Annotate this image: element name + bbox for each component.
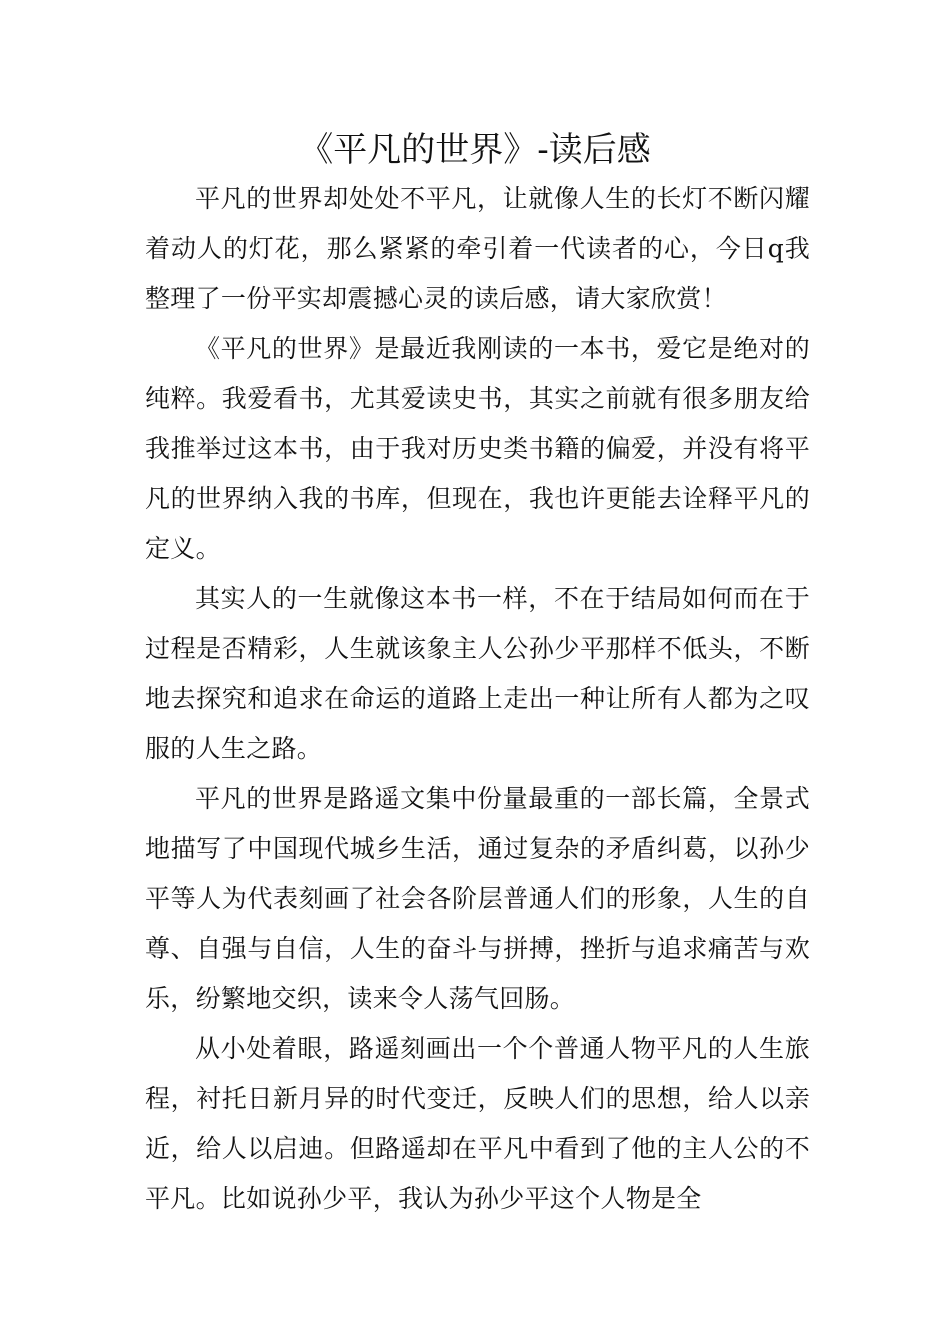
document-title: 《平凡的世界》-读后感	[299, 130, 651, 170]
paragraph: 其实人的一生就像这本书一样，不在于结局如何而在于过程是否精彩，人生就该象主人公孙少平那样不低头，不断地去探究和追求在命运的道路上走出一种让所有人都为之叹服的人生之路。	[145, 584, 810, 763]
paragraph: 从小处着眼，路遥刻画出一个个普通人物平凡的人生旅程，衬托日新月异的时代变迁，反映人们的思想，给人以亲近，给人以启迪。但路遥却在平凡中看到了他的主人公的不平凡。比如说孙少平，我认为孙少平这个人物是全	[145, 1034, 810, 1213]
paragraph: 平凡的世界却处处不平凡，让就像人生的长灯不断闪耀着动人的灯花，那么紧紧的牵引着一代读者的心，今日q我整理了一份平实却震撼心灵的读后感，请大家欣赏！	[145, 184, 810, 313]
paragraph: 《平凡的世界》是最近我刚读的一本书，爱它是绝对的纯粹。我爱看书，尤其爱读史书，其实之前就有很多朋友给我推举过这本书，由于我对历史类书籍的偏爱，并没有将平凡的世界纳入我的书库，但现在，我也许更能去诠释平凡的定义。	[145, 334, 810, 563]
document-body	[145, 174, 810, 1224]
paragraph: 平凡的世界是路遥文集中份量最重的一部长篇，全景式地描写了中国现代城乡生活，通过复杂的矛盾纠葛，以孙少平等人为代表刻画了社会各阶层普通人们的形象，人生的自尊、自强与自信，人生的奋斗与拼搏，挫折与追求痛苦与欢乐，纷繁地交织，读来令人荡气回肠。	[145, 784, 810, 1013]
